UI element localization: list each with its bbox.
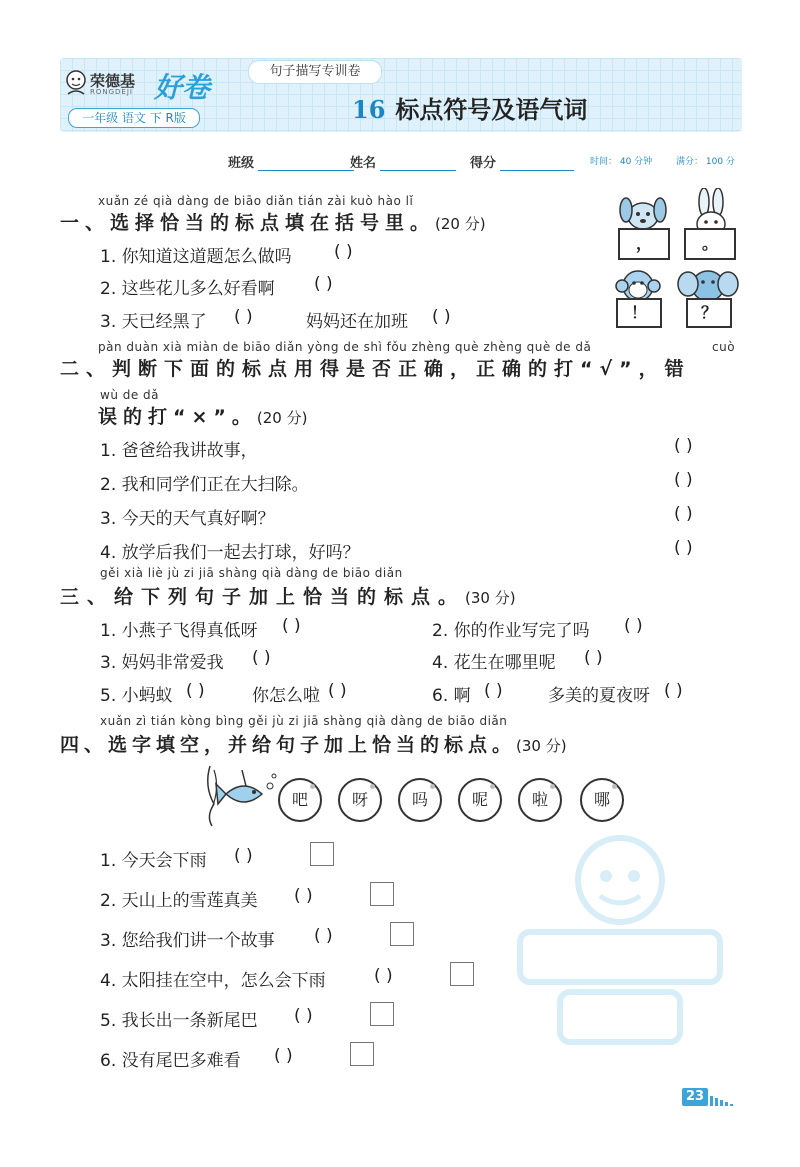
section2-title-2: 误的打“×”。(20 分) [98, 406, 308, 428]
bubble-la: 啦 [518, 778, 562, 822]
s3-answer-1[interactable]: ( ) [282, 616, 301, 636]
section3-pinyin: gěi xià liè jù zi jiā shàng qià dàng de biāo diǎn [100, 566, 403, 580]
s4-item-4: 4. 太阳挂在空中，怎么会下雨 [100, 971, 326, 991]
bubble-ba: 吧 [278, 778, 322, 822]
section2-pinyin-cuo: cuò [712, 340, 736, 354]
s3-answer-5b[interactable]: ( ) [328, 681, 347, 701]
s4-item-3: 3. 您给我们讲一个故事 [100, 931, 275, 951]
bubble-na: 哪 [580, 778, 624, 822]
s2-answer-4[interactable]: ( ) [674, 538, 693, 558]
s3-item-4: 4. 花生在哪里呢 [432, 653, 556, 673]
s2-answer-2[interactable]: ( ) [674, 470, 693, 490]
s3-answer-5a[interactable]: ( ) [186, 681, 205, 701]
grade-tag: 一年级 语文 下 R版 [68, 108, 200, 128]
s1-answer-1[interactable]: ( ) [334, 242, 353, 262]
s3-item-5b: 你怎么啦 [252, 686, 320, 706]
s1-answer-2[interactable]: ( ) [314, 274, 333, 294]
s3-answer-4[interactable]: ( ) [584, 648, 603, 668]
period-sign: 。 [684, 228, 736, 260]
bubble-ne: 呢 [458, 778, 502, 822]
section2-title: 二、判断下面的标点用得是否正确，正确的打“√”，错 [60, 358, 691, 380]
bubble-ma: 吗 [398, 778, 442, 822]
question-sign: ？ [686, 298, 732, 328]
section1-title: 一、选择恰当的标点填在括号里。(20 分) [60, 212, 486, 234]
s1-answer-3[interactable]: ( ) [234, 307, 253, 327]
s3-answer-3[interactable]: ( ) [252, 648, 271, 668]
s4-item-1: 1. 今天会下雨 [100, 851, 207, 871]
s3-item-2: 2. 你的作业写完了吗 [432, 621, 590, 641]
s4-punct-box-2[interactable] [370, 882, 394, 906]
page-number: 23 [682, 1088, 708, 1106]
s4-word-5[interactable]: ( ) [294, 1006, 313, 1026]
s3-answer-6b[interactable]: ( ) [664, 681, 683, 701]
s4-punct-box-3[interactable] [390, 922, 414, 946]
fish-icon [200, 764, 280, 828]
s3-answer-6a[interactable]: ( ) [484, 681, 503, 701]
section4-pinyin: xuǎn zì tián kòng bìng gěi jù zi jiā shàng qià dàng de biāo diǎn [100, 714, 508, 728]
s4-punct-box-5[interactable] [370, 1002, 394, 1026]
exclamation-sign: ！ [616, 298, 662, 328]
s4-word-4[interactable]: ( ) [374, 966, 393, 986]
s4-punct-box-6[interactable] [350, 1042, 374, 1066]
section3-title: 三、给下列句子加上恰当的标点。(30 分) [60, 586, 516, 608]
full-score: 满分： 100 分 [676, 157, 735, 167]
s3-item-6a: 6. 啊 [432, 686, 471, 706]
s2-answer-3[interactable]: ( ) [674, 504, 693, 524]
logo [64, 64, 244, 128]
s3-item-3: 3. 妈妈非常爱我 [100, 653, 224, 673]
s1-item-2: 2. 这些花儿多么好看啊 [100, 279, 275, 299]
time-limit: 时间： 40 分钟 [590, 157, 653, 167]
s4-item-5: 5. 我长出一条新尾巴 [100, 1011, 258, 1031]
s1-item-3b: 妈妈还在加班 [306, 312, 408, 332]
name-field[interactable]: 姓名 [350, 152, 456, 171]
s3-item-6b: 多美的夏夜呀 [548, 686, 650, 706]
s4-word-6[interactable]: ( ) [274, 1046, 293, 1066]
s2-item-3: 3. 今天的天气真好啊？ [100, 509, 275, 529]
class-field[interactable]: 班级 [228, 152, 354, 171]
section2-pinyin-2: wù de dǎ [100, 388, 160, 402]
brand-english: RONGDEJI [90, 88, 133, 96]
s2-item-2: 2. 我和同学们正在大扫除。 [100, 475, 309, 495]
bubble-ya: 呀 [338, 778, 382, 822]
s4-word-3[interactable]: ( ) [314, 926, 333, 946]
series-tab: 句子描写专训卷 [248, 60, 382, 84]
s1-answer-4[interactable]: ( ) [432, 307, 451, 327]
s4-item-6: 6. 没有尾巴多难看 [100, 1051, 241, 1071]
s4-punct-box-4[interactable] [450, 962, 474, 986]
brand-face-icon [64, 68, 88, 98]
s4-word-1[interactable]: ( ) [234, 846, 253, 866]
section1-pinyin: xuǎn zé qià dàng de biāo diǎn tián zài kuò hào lǐ [98, 194, 414, 208]
title-text: 标点符号及语气词 [395, 95, 588, 124]
s2-item-4: 4. 放学后我们一起去打球，好吗？ [100, 543, 360, 563]
unit-number: 16 [352, 95, 386, 124]
watermark-logo-icon [500, 820, 740, 1060]
s4-item-2: 2. 天山上的雪莲真美 [100, 891, 258, 911]
section4-title: 四、选字填空，并给句子加上恰当的标点。(30 分) [60, 734, 567, 756]
s2-item-1: 1. 爸爸给我讲故事， [100, 441, 258, 461]
brand-name: 荣德基 [90, 72, 136, 90]
page-title [352, 90, 587, 125]
s1-item-1: 1. 你知道这道题怎么做吗 [100, 247, 292, 267]
comma-sign: ， [618, 228, 670, 260]
section2-pinyin: pàn duàn xià miàn de biāo diǎn yòng de shì fǒu zhèng què zhèng què de dǎ [98, 340, 592, 354]
s3-answer-2[interactable]: ( ) [624, 616, 643, 636]
page-bars-icon [710, 1094, 740, 1106]
logo-text: 好卷 [154, 71, 211, 104]
s2-answer-1[interactable]: ( ) [674, 436, 693, 456]
score-field[interactable]: 得分 [470, 152, 574, 171]
s3-item-5a: 5. 小蚂蚁 [100, 686, 173, 706]
s3-item-1: 1. 小燕子飞得真低呀 [100, 621, 258, 641]
s1-item-3a: 3. 天已经黑了 [100, 312, 207, 332]
s4-word-2[interactable]: ( ) [294, 886, 313, 906]
s4-punct-box-1[interactable] [310, 842, 334, 866]
